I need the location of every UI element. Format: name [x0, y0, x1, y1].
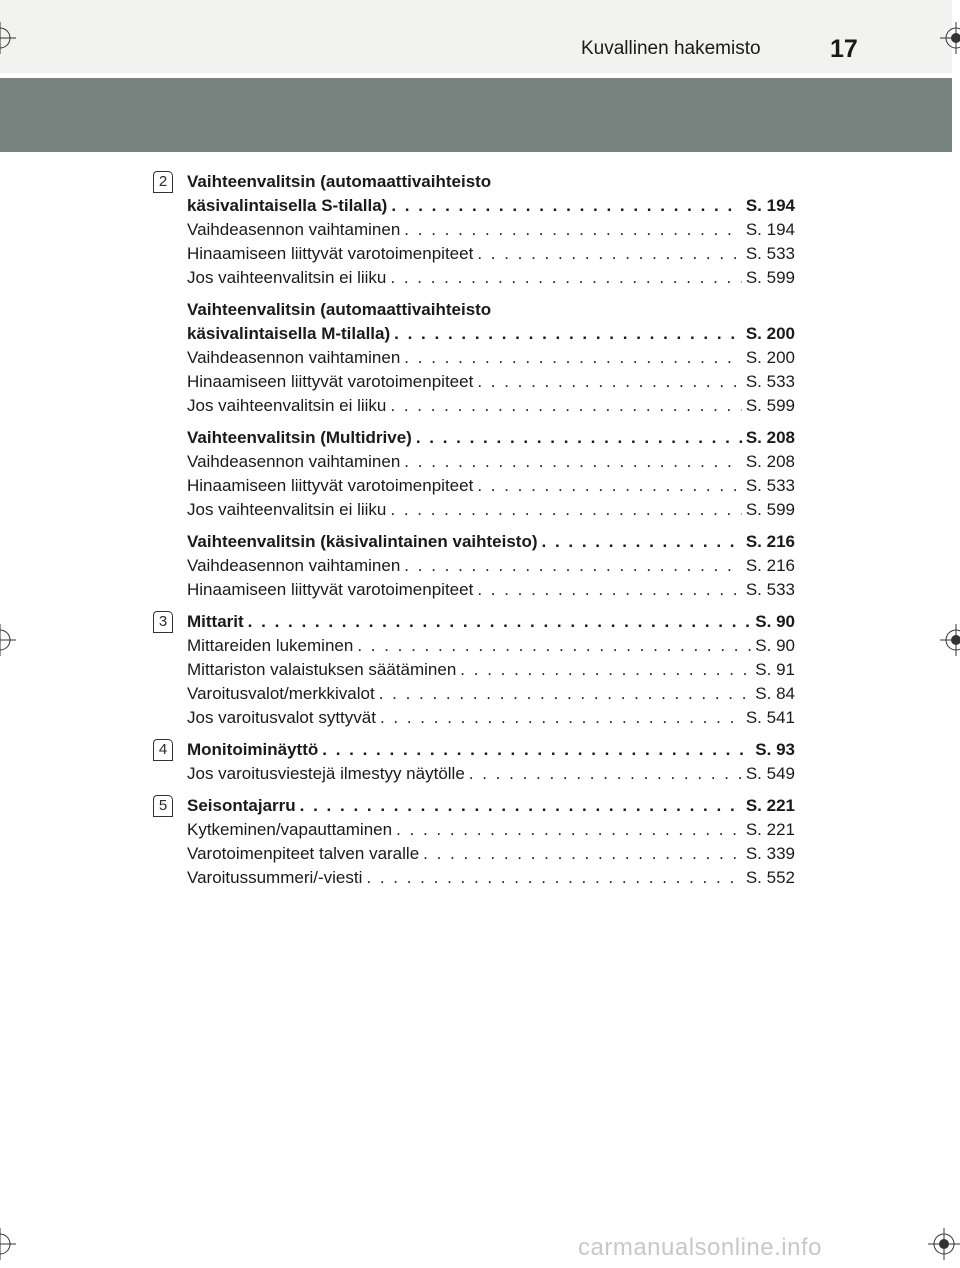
index-item: Hinaamiseen liittyvät varotoimenpiteet . . . S. 533 [187, 370, 795, 394]
page-number: 17 [830, 35, 858, 63]
header-strip [0, 0, 952, 73]
index-item: Varotoimenpiteet talven varalle . . . S. 339 [187, 842, 795, 866]
watermark: carmanualsonline.info [578, 1234, 822, 1261]
crop-mark-icon [0, 624, 16, 656]
index-item: Mittariston valaistuksen säätäminen . . . S. 91 [187, 658, 795, 682]
index-content [158, 170, 795, 890]
index-heading: Vaihteenvalitsin (käsivalintainen vaihteisto) . . . S. 216 [187, 530, 795, 554]
section-marker: 4 [153, 739, 173, 761]
index-heading: Monitoiminäyttö . . . S. 93 [187, 738, 795, 762]
index-item: Hinaamiseen liittyvät varotoimenpiteet . . . S. 533 [187, 242, 795, 266]
index-heading: käsivalintaisella S-tilalla) . . . S. 194 [187, 194, 795, 218]
crop-mark-icon [940, 22, 960, 54]
crop-mark-icon [0, 1228, 16, 1260]
index-item: Kytkeminen/vapauttaminen . . . S. 221 [187, 818, 795, 842]
section-3 [158, 610, 795, 730]
section-marker: 5 [153, 795, 173, 817]
index-item: Hinaamiseen liittyvät varotoimenpiteet . . . S. 533 [187, 474, 795, 498]
section-5 [158, 794, 795, 890]
section-4 [158, 738, 795, 786]
index-heading: Seisontajarru . . . S. 221 [187, 794, 795, 818]
index-item: Mittareiden lukeminen . . . S. 90 [187, 634, 795, 658]
index-heading: Vaihteenvalitsin (Multidrive) . . . S. 208 [187, 426, 795, 450]
index-item: Jos vaihteenvalitsin ei liiku . . . S. 599 [187, 394, 795, 418]
index-item: Jos vaihteenvalitsin ei liiku . . . S. 599 [187, 498, 795, 522]
index-item: Vaihdeasennon vaihtaminen . . . S. 208 [187, 450, 795, 474]
index-heading: Vaihteenvalitsin (automaattivaihteisto [187, 300, 492, 319]
section-marker: 2 [153, 171, 173, 193]
index-heading: Mittarit . . . S. 90 [187, 610, 795, 634]
index-item: Varoitussummeri/-viesti . . . S. 552 [187, 866, 795, 890]
crop-mark-icon [928, 1228, 960, 1260]
index-item: Varoitusvalot/merkkivalot . . . S. 84 [187, 682, 795, 706]
index-item: Vaihdeasennon vaihtaminen . . . S. 216 [187, 554, 795, 578]
section-2 [158, 170, 795, 602]
section-marker: 3 [153, 611, 173, 633]
index-item: Jos vaihteenvalitsin ei liiku . . . S. 599 [187, 266, 795, 290]
index-item: Jos varoitusvalot syttyvät . . . S. 541 [187, 706, 795, 730]
index-item: Jos varoitusviestejä ilmestyy näytölle . . . S. 549 [187, 762, 795, 786]
index-item: Vaihdeasennon vaihtaminen . . . S. 194 [187, 218, 795, 242]
index-heading: käsivalintaisella M-tilalla) . . . S. 200 [187, 322, 795, 346]
index-item: Hinaamiseen liittyvät varotoimenpiteet . . . S. 533 [187, 578, 795, 602]
index-item: Vaihdeasennon vaihtaminen . . . S. 200 [187, 346, 795, 370]
header-band [0, 78, 952, 152]
index-heading: Vaihteenvalitsin (automaattivaihteisto [187, 172, 492, 191]
crop-mark-icon [0, 22, 16, 54]
header-title: Kuvallinen hakemisto [581, 38, 761, 59]
crop-mark-icon [940, 624, 960, 656]
